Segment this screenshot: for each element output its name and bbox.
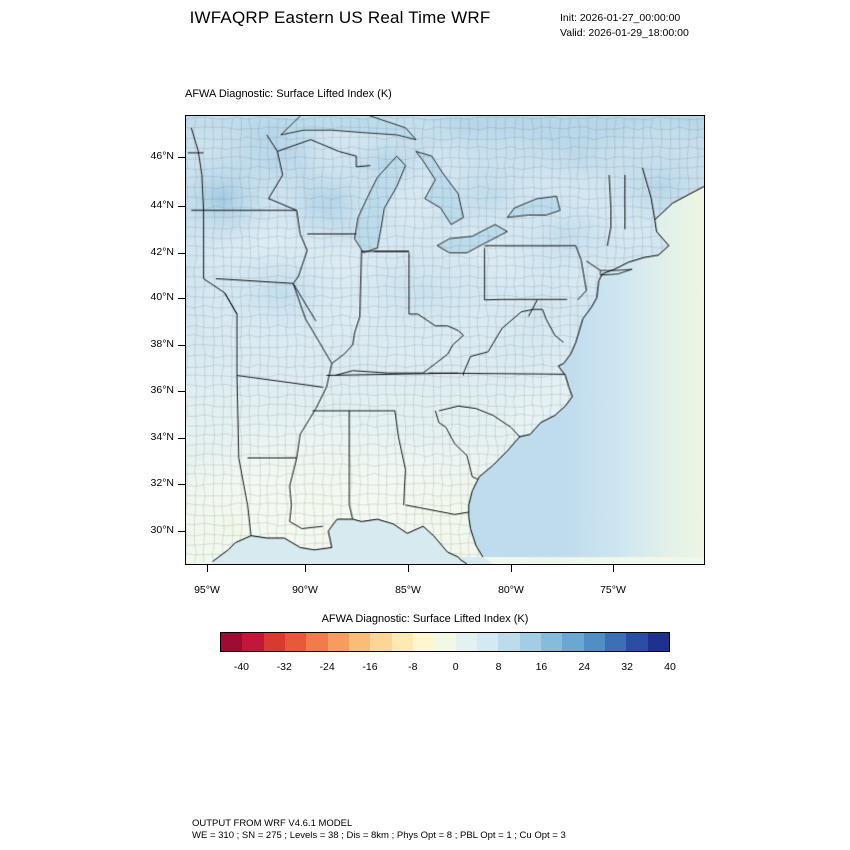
colorbar-swatch [626,633,647,651]
y-axis-tick [178,531,185,532]
x-axis-tick-label: 80°W [498,584,524,596]
x-axis-tick-label: 95°W [194,584,220,596]
colorbar-swatch [413,633,434,651]
x-axis-tick-label: 90°W [292,584,318,596]
y-axis-tick [178,157,185,158]
colorbar-tick-label: 32 [621,661,633,673]
colorbar-swatch [221,633,242,651]
colorbar-tick-label: 16 [535,661,548,673]
colorbar-swatch [605,633,626,651]
colorbar-swatch [434,633,455,651]
y-axis-tick-label: 46°N [150,150,174,162]
x-axis-tick-label: 75°W [600,584,626,596]
y-axis-tick-label: 30°N [150,524,174,536]
model-config-line: WE = 310 ; SN = 275 ; Levels = 38 ; Dis = 8km ; Phys Opt = 8 ; PBL Opt = 1 ; Cu Opt = 3 [192,830,566,841]
colorbar-swatch [520,633,541,651]
colorbar-tick-label: -40 [233,661,250,673]
colorbar-title: AFWA Diagnostic: Surface Lifted Index (K) [321,613,529,625]
y-axis-tick-label: 38°N [150,338,174,350]
colorbar-swatch [306,633,327,651]
colorbar-swatch [456,633,477,651]
y-axis-tick [178,253,185,254]
colorbar-tick-label: -16 [362,661,378,673]
colorbar-swatch [328,633,349,651]
x-axis-tick [613,565,614,572]
colorbar-swatch [477,633,498,651]
colorbar-tick-label: 40 [664,661,676,673]
x-axis-tick [207,565,208,572]
page-title: IWFAQRP Eastern US Real Time WRF [189,8,491,27]
colorbar-tick-label: -8 [408,661,418,673]
colorbar-swatch [498,633,519,651]
y-axis-tick-label: 36°N [150,384,174,396]
y-axis-tick [178,391,185,392]
valid-time-label: Valid: 2026-01-29_18:00:00 [560,27,689,39]
colorbar-swatch [264,633,285,651]
x-axis-tick-label: 85°W [395,584,421,596]
colorbar-swatch [584,633,605,651]
colorbar-swatch [541,633,562,651]
colorbar-tick-labels [220,661,676,677]
colorbar-tick-label: 8 [495,661,502,673]
y-axis-tick-label: 32°N [150,477,174,489]
map-plot-area [185,115,705,565]
colorbar-tick-label: -32 [276,661,292,673]
y-axis-tick [178,206,185,207]
model-output-line: OUTPUT FROM WRF V4.6.1 MODEL [192,818,353,829]
init-time-label: Init: 2026-01-27_00:00:00 [560,12,681,24]
plot-title: AFWA Diagnostic: Surface Lifted Index (K) [185,88,392,100]
colorbar-swatch [285,633,306,651]
colorbar-swatch [392,633,413,651]
colorbar-tick-label: 24 [578,661,591,673]
map-canvas [186,116,704,564]
y-axis-tick [178,298,185,299]
colorbar-tick-label: -24 [319,661,335,673]
y-axis-tick-label: 40°N [150,291,174,303]
y-axis-tick-label: 44°N [150,199,174,211]
y-axis-tick-label: 42°N [150,246,174,258]
colorbar-swatch [562,633,583,651]
colorbar-swatch [648,633,669,651]
colorbar-swatch [349,633,370,651]
y-axis-tick [178,438,185,439]
x-axis-tick [305,565,306,572]
colorbar-swatch [370,633,391,651]
x-axis-tick [408,565,409,572]
colorbar-tick-label: 0 [452,661,459,673]
y-axis-tick [178,345,185,346]
colorbar [220,632,670,652]
x-axis-tick [511,565,512,572]
y-axis-tick-label: 34°N [150,431,174,443]
y-axis-tick [178,484,185,485]
colorbar-swatch [242,633,263,651]
